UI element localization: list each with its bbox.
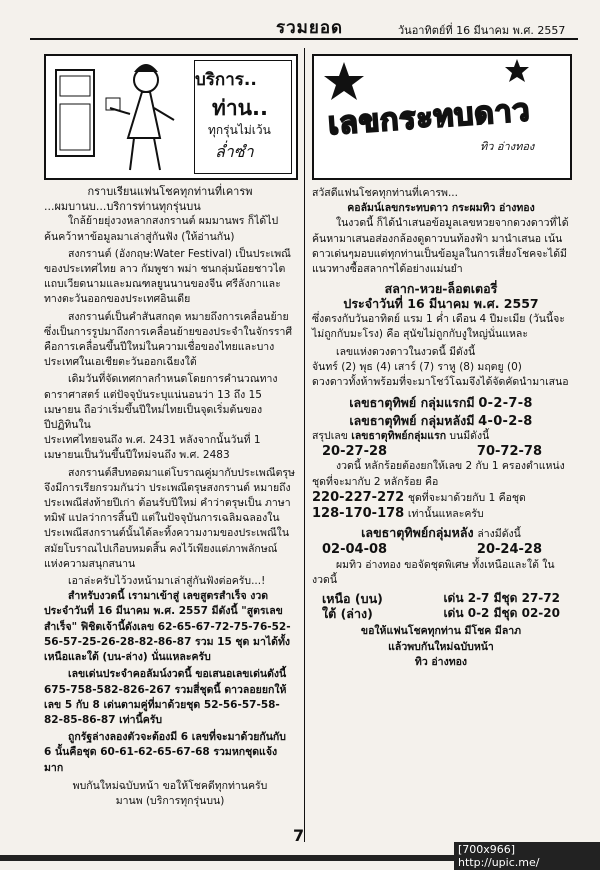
south-row [312, 606, 570, 621]
star-icon-small [504, 58, 530, 84]
header-rule [30, 38, 578, 40]
summary-row [312, 429, 570, 444]
pairs-b-1: 02-04-08 [322, 542, 388, 558]
hundreds-intro: งวดนี้ หลักร้อยต้องยกให้เลข 2 กับ 1 ครองตำแหน่งชุดที่จะมากับ 2 หลักร้อย คือ [312, 460, 565, 488]
group2-label: เลขธาตุทิพย์ กลุ่มหลังมี [349, 412, 475, 428]
box-line-2: ท่าน.. [212, 96, 268, 120]
intro-line: ...ผมบานบ...บริการท่านทุกรุ่นบน [44, 200, 201, 214]
column-header-box-right [312, 54, 572, 180]
issue-date: วันอาทิตย์ที่ 16 มีนาคม พ.ศ. 2557 [398, 24, 566, 37]
north-text: เด่น 2-7 มีชุด 27-72 [443, 591, 560, 606]
page-number: 7 [293, 826, 305, 845]
page-header [0, 0, 600, 40]
section-heading: สลาก-หวย-ล็อตเตอรี่ [384, 281, 498, 297]
north-row [312, 591, 570, 606]
north-label: เหนือ (บน) [322, 591, 383, 607]
group2-row [312, 413, 570, 429]
planets-list: จันทร์ (2) พุธ (4) เสาร์ (7) ราหู (8) มฤตยู (0) [312, 361, 522, 374]
hundreds-row-2 [312, 506, 570, 522]
group3-row [312, 525, 570, 542]
pairs-b-2: 20-24-28 [476, 542, 542, 558]
group1-row [312, 395, 570, 411]
section-body: ซึ่งตรงกับวันอาทิตย์ แรม 1 ค่ำ เดือน 4 ปีมะเมีย (วันนี้จะไม่ถูกกับมะโรง) คือ สุนัขไม่ถูกกับงูใหญ่นั่นแหละ [312, 312, 565, 340]
paragraph: สงกรานต์ (อังกฤษ:Water Festival) เป็นประเพณีของประเทศไทย ลาว กัมพูชา พม่า ชนกลุ่มน้อยชาวไตแถบเวียดนามและมณฑลยูนนานของจีน ศรีลังกาและทางตะวันออกของประเทศอินเดีย [44, 247, 291, 306]
highlight-paragraph: เลขเด่นประจำคอลัมน์งวดนี้ ขอเสนอเลขเด่นดังนี้ 675-758-582-826-267 รวมสี่ชุดนี้ ดาวลอยยกให้เลข 5 กับ 8 เด่นตามคู่ที่มาด้วยชุด 52-56-57-58-82-85-86-87 เท่านี้ครับ [44, 668, 287, 726]
paragraph: สงกรานต์สืบทอดมาแต่โบราณคู่มากับประเพณีตรุษ จึงมีการเรียกรวมกันว่า ประเพณีตรุษสงกรานต์ หมายถึงประเพณีส่งท้ายปีเก่า ต้อนรับปีใหม่ คำว่าตรุษเป็น ภาษาทมิฬ แปลว่าการสิ้นปี แต่ในปัจจุบันการเฉลิมฉลองในประเพณีสงกรานต์นั้นได้ละทิ้งความงามของประเพณีในสมัยโบราณไปเกือบหมดสิ้น คงไว้เพียงแต่ภาพลักษณ์แห่งความสนุกสนาน [44, 466, 295, 570]
planets-intro: เลขแห่งดวงดาวในงวดนี้ มีดังนี้ [336, 346, 476, 359]
box-line-1: บริการ.. [195, 70, 257, 90]
closing-2: แล้วพบกันใหม่ฉบับหน้า [388, 640, 494, 653]
special-intro: ผมทิว อ่างทอง ขอจัดชุดพิเศษ ทั้งเหนือและใต้ ในงวดนี้ [312, 558, 555, 586]
south-text: เด่น 0-2 มีชุด 02-20 [443, 606, 560, 621]
pairs-a-1: 20-27-28 [322, 444, 388, 460]
group3-label: เลขธาตุทิพย์กลุ่มหลัง [361, 525, 474, 541]
south-label: ใต้ (ล่าง) [322, 606, 373, 622]
group2-value: 4-0-2-8 [478, 413, 533, 429]
closing-3: ทิว อ่างทอง [414, 655, 468, 668]
pairs-b [312, 542, 570, 557]
brand-logo-text: รวมยอด [276, 18, 344, 38]
group1-label: เลขธาตุทิพย์ กลุ่มแรกมี [349, 394, 475, 410]
summary-tail: บนมีดังนี้ [449, 430, 490, 443]
summary-intro: สรุปเลข [312, 430, 348, 443]
hundreds-value: 220-227-272 [312, 489, 405, 505]
greeting: สวัสดีแฟนโชคทุกท่านที่เคารพ... [312, 187, 458, 199]
lower-paragraph: ถูกรัฐล่างลองตัวจะต้องมี 6 เลขที่จะมาด้วยกันกับ 6 นั้นคือชุด 60-61-62-65-67-68 รวมหกชุดแจ้งมาก [44, 731, 286, 774]
intro-paragraph: ในงวดนี้ ก็ได้นำเสนอข้อมูลเลขหวยจากดวงดาวที่ได้ค้นหามาเสนอส่องกล้องดูดาวบนท้องฟ้า มานำเสนอ เน้นดาวเด่นๆมอบแต่ทุกท่านเป็นข้อมูลในการเสี่ยงโชคจะได้มีแนวทางซื้อสลากฯได้อย่างแม่นยำ [312, 217, 569, 276]
paragraph: ใกล้ย้ายยุ่งวงหลากสงกรานต์ ผมมานพร ก็ได้ไปค้นคว้าหาข้อมูลมาเล่าสู่กันฟัง (ให้อ่านกัน) [44, 215, 279, 243]
column-divider [304, 48, 305, 842]
closing-1: ขอให้แฟนโชคทุกท่าน มีโชค มีลาภ [360, 625, 522, 638]
paragraph: เดิมวันที่จัดเทศกาลกำหนดโดยการคำนวณทางดาราศาสตร์ แต่ปัจจุบันระบุแน่นอนว่า 13 ถึง 15 เมษายน ถือว่าเริ่มขึ้นปีใหม่ไทยเป็นจุดเริ่มต้นของปีปฏิทินใน [44, 373, 278, 432]
cartoon-illustration [50, 58, 190, 176]
planets-after: ดวงดาวทั้งห้าพร้อมที่จะมาโชว์โฉมจึงได้จัดคัดนำมาเสนอ [312, 376, 569, 389]
pairs-a [312, 444, 570, 459]
hundreds-end: เท่านั้นแหละครับ [407, 508, 484, 521]
greeting: กราบเรียนแฟนโชคทุกท่านที่เคารพ [87, 185, 253, 198]
paragraph: สงกรานต์เป็นคำสันสกฤต หมายถึงการเคลื่อนย้ายซึ่งเป็นการรูปมาถึงการเคลื่อนย้ายของประจำในจักรราศีคือการเคลื่อนขึ้นปีใหม่ในความเชื่อของไทยและบางประเทศในเอเชียตะวันออกเฉียงใต้ [44, 310, 293, 369]
paragraph: ประเทศไทยจนถึง พ.ศ. 2431 หลังจากนั้นวันที่ 1 เมษายนเป็นวันขึ้นปีใหม่จนถึง พ.ศ. 2483 [44, 434, 261, 462]
hundreds-mid: ชุดที่จะมาด้วยกับ 1 คือชุด [407, 491, 526, 504]
right-article [312, 186, 570, 670]
group3-tail: ล่างมีดังนี้ [477, 528, 521, 541]
summary-head: เลขธาตุทิพย์กลุ่มแรก [351, 430, 447, 443]
intro-title: คอลัมน์เลขกระทบดาว กระผมทิว อ่างทอง [347, 202, 535, 215]
column-title-logo: เลขกระทบดาว [327, 92, 532, 143]
box-line-3: ทุกรุ่นไม่เว้น [208, 123, 271, 137]
hundreds-row [312, 490, 570, 506]
pairs-a-2: 70-72-78 [476, 444, 542, 460]
section-date: ประจำวันที่ 16 มีนาคม พ.ศ. 2557 [343, 296, 539, 312]
closing-sign: มานพ (บริการทุกรุ่นบน) [115, 794, 225, 807]
star-icon [322, 60, 366, 104]
group1-value: 0-2-7-8 [478, 395, 533, 411]
hundreds-value-2: 128-170-178 [312, 506, 405, 522]
formula-paragraph: สำหรับงวดนี้ เรามาเข้าสู่ เลขสูตรสำเร็จ งวดประจำวันที่ 16 มีนาคม พ.ศ. 2557 มีดังนี้ "สูตรเลขสำเร็จ" ฟิชิตเจ้านี้ดังเลข 62-65-67-72-75-76-52-56-57-25-26-28-82-86-87 รวม 15 ชุด มาได้ทั้งเหนือและใต้ (บน-ล่าง) นั่นแหละครับ [44, 590, 291, 664]
column-byline: ทิว อ่างทอง [480, 140, 535, 153]
author-signature: ล่ำซำ [215, 142, 254, 161]
paragraph: เอาล่ะครับไว้วงหน้ามาเล่าสู่กันฟังต่อครับ...! [68, 575, 266, 588]
closing-line: พบกันใหม่ฉบับหน้า ขอให้โชคดีทุกท่านครับ [72, 779, 268, 792]
left-article [44, 184, 296, 809]
watermark-link[interactable]: [700x966] http://upic.me/ [454, 842, 600, 870]
